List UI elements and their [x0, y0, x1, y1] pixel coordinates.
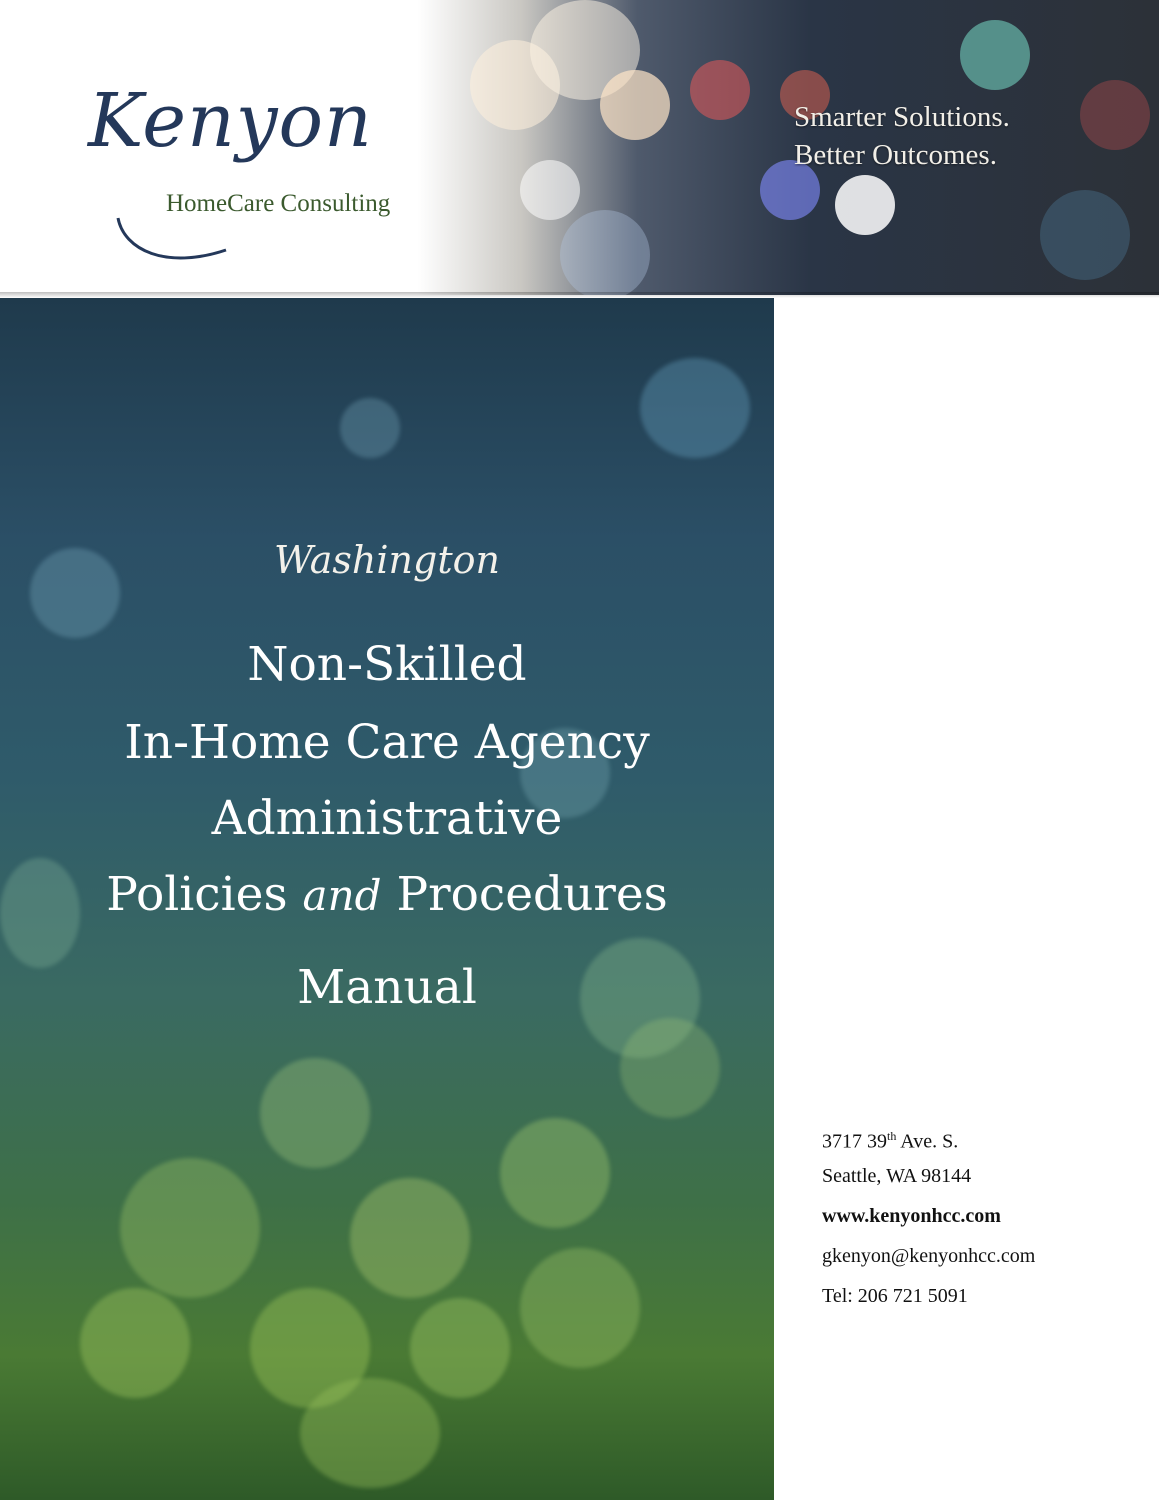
- title-line-1: Non-Skilled: [247, 637, 527, 692]
- title-line-5: Manual: [297, 960, 477, 1015]
- street-name: Ave. S.: [896, 1130, 959, 1153]
- logo-wordmark: Kenyon: [88, 78, 373, 164]
- cover-state: Washington: [274, 538, 500, 582]
- title-line-3: Administrative: [211, 791, 563, 846]
- contact-city: Seattle, WA 98144: [822, 1165, 972, 1187]
- title-line-2: In-Home Care Agency: [124, 715, 650, 770]
- contact-email-link[interactable]: gkenyon@kenyonhcc.com: [822, 1245, 1036, 1267]
- title-line-4: [0, 867, 774, 922]
- street-number: 3717 39: [822, 1130, 887, 1153]
- street-suffix: th: [887, 1129, 897, 1143]
- title-and: and: [302, 871, 382, 920]
- cover-panel: [0, 298, 774, 1500]
- logo-swash-icon: [116, 210, 236, 270]
- tagline: [794, 98, 1010, 174]
- contact-block: [822, 1122, 1035, 1322]
- contact-street: [822, 1122, 1035, 1162]
- tagline-line-1: Smarter Solutions.: [794, 101, 1010, 133]
- logo-subtitle: HomeCare Consulting: [166, 190, 391, 217]
- tagline-line-2: Better Outcomes.: [794, 139, 997, 171]
- contact-phone: Tel: 206 721 5091: [822, 1285, 968, 1307]
- contact-website-link[interactable]: www.kenyonhcc.com: [822, 1205, 1001, 1227]
- header-banner: [0, 0, 1159, 295]
- title-policies: Policies: [106, 867, 288, 922]
- company-logo: [60, 78, 460, 258]
- title-procedures: Procedures: [396, 867, 668, 922]
